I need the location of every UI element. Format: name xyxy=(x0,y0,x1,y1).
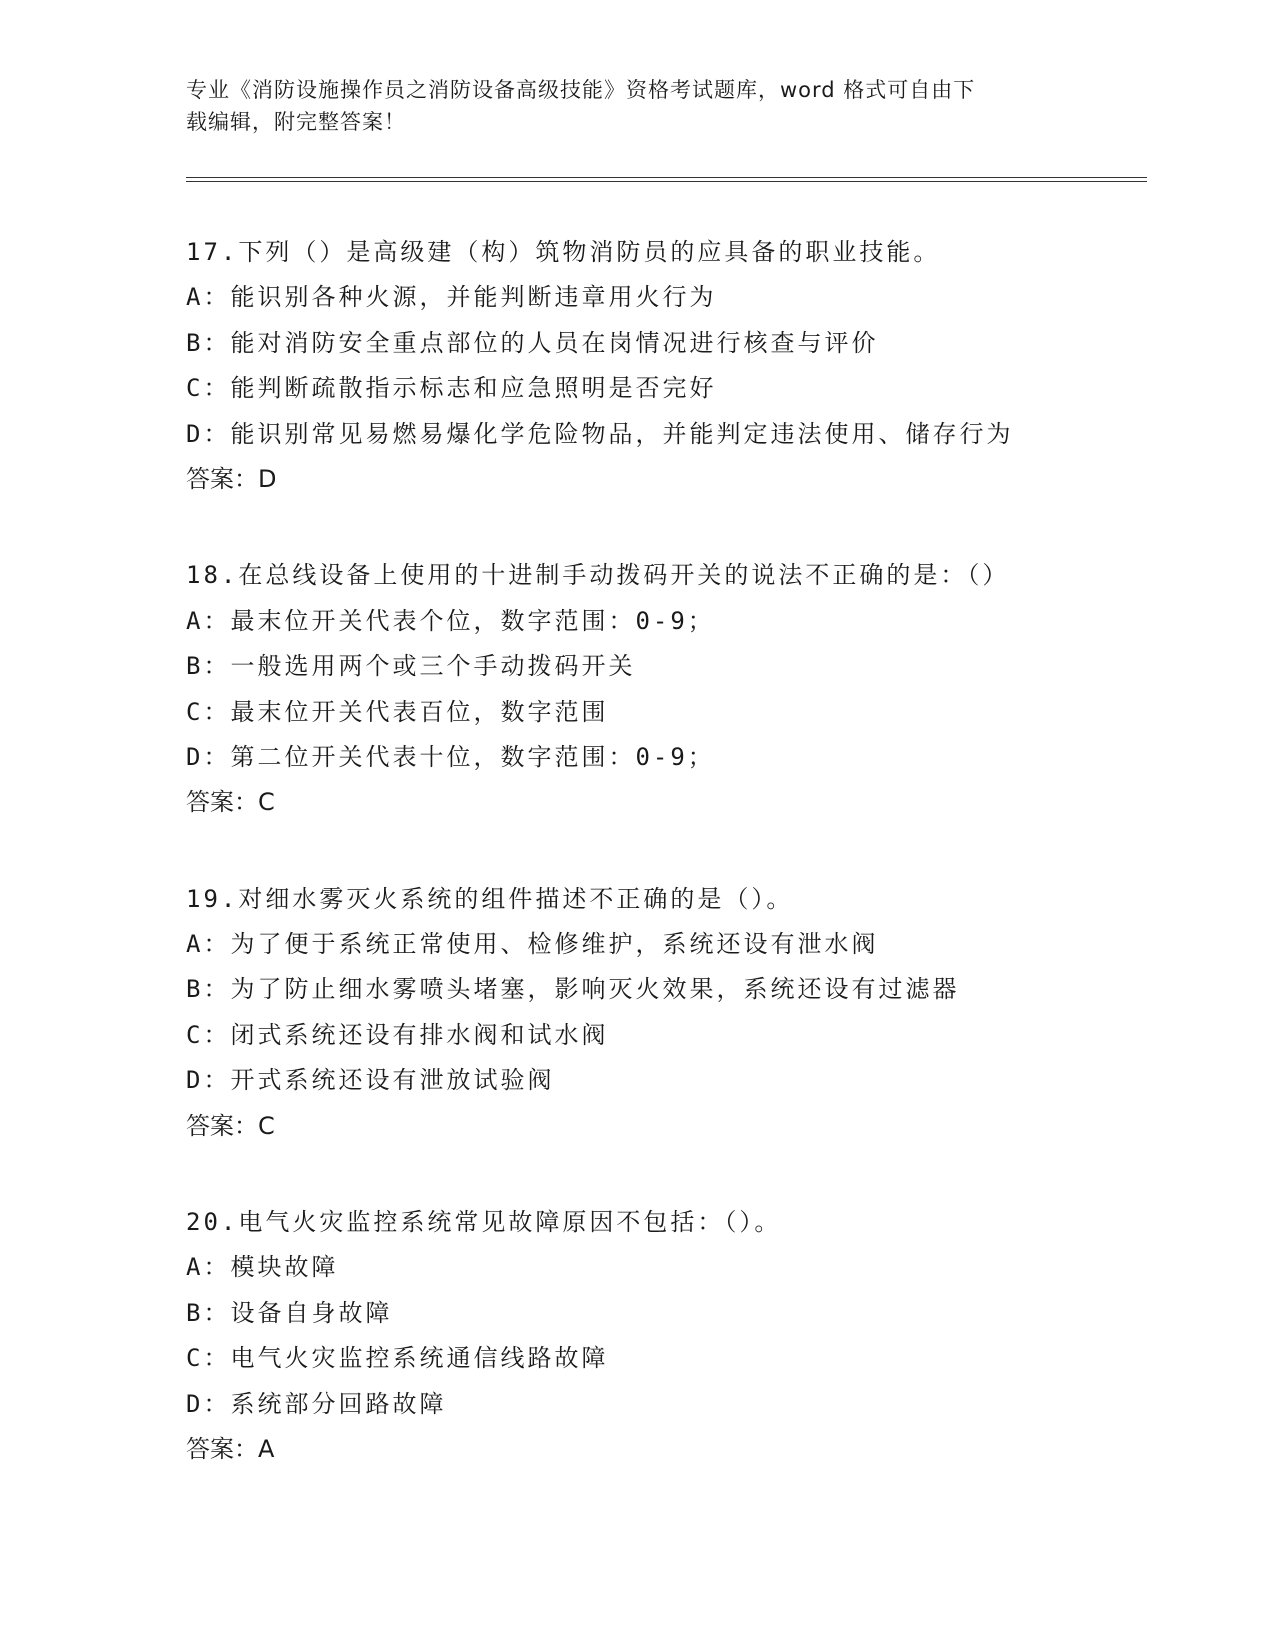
question-18 xyxy=(186,553,1146,825)
option-d: D：系统部分回路故障 xyxy=(186,1389,447,1418)
question-stem: 17.下列（）是高级建（构）筑物消防员的应具备的职业技能。 xyxy=(186,238,941,266)
option-d: D：第二位开关代表十位，数字范围：0-9； xyxy=(186,742,715,771)
question-list xyxy=(186,230,1146,1523)
question-stem: 19.对细水雾灭火系统的组件描述不正确的是（）。 xyxy=(186,884,794,913)
answer-label: 答案：C xyxy=(186,1111,275,1140)
answer-label: 答案：D xyxy=(186,464,277,493)
option-b: B：一般选用两个或三个手动拨码开关 xyxy=(186,652,636,681)
question-17 xyxy=(186,230,1146,502)
option-c: C：最末位开关代表百位，数字范围 xyxy=(186,697,609,726)
option-b: B：为了防止细水雾喷头堵塞，影响灭火效果，系统还设有过滤器 xyxy=(186,975,960,1004)
option-a: A：最末位开关代表个位，数字范围：0-9； xyxy=(186,606,715,635)
header-divider-bottom xyxy=(186,181,1147,182)
option-b: B：能对消防安全重点部位的人员在岗情况进行核查与评价 xyxy=(186,328,879,357)
option-c: C：电气火灾监控系统通信线路故障 xyxy=(186,1344,609,1373)
question-stem: 20.电气火灾监控系统常见故障原因不包括：（）。 xyxy=(186,1208,782,1237)
header-divider-top xyxy=(186,177,1147,178)
option-c: C：闭式系统还设有排水阀和试水阀 xyxy=(186,1020,609,1049)
option-a: A：能识别各种火源，并能判断违章用火行为 xyxy=(186,283,717,312)
question-19 xyxy=(186,877,1146,1149)
option-c: C：能判断疏散指示标志和应急照明是否完好 xyxy=(186,374,717,403)
option-a: A：为了便于系统正常使用、检修维护，系统还设有泄水阀 xyxy=(186,930,879,959)
option-b: B：设备自身故障 xyxy=(186,1298,393,1327)
header-line-1: 专业《消防设施操作员之消防设备高级技能》资格考试题库，word 格式可自由下 xyxy=(186,78,976,102)
option-a: A：模块故障 xyxy=(186,1253,339,1282)
question-20 xyxy=(186,1200,1146,1472)
option-d: D：能识别常见易燃易爆化学危险物品，并能判定违法使用、储存行为 xyxy=(186,419,1014,448)
answer-label: 答案：A xyxy=(186,1434,275,1463)
header-line-2: 载编辑，附完整答案！ xyxy=(186,110,406,134)
answer-label: 答案：C xyxy=(186,788,275,817)
document-header xyxy=(186,74,1076,138)
option-d: D：开式系统还设有泄放试验阀 xyxy=(186,1066,555,1095)
question-stem: 18.在总线设备上使用的十进制手动拨码开关的说法不正确的是：（） xyxy=(186,561,1010,590)
